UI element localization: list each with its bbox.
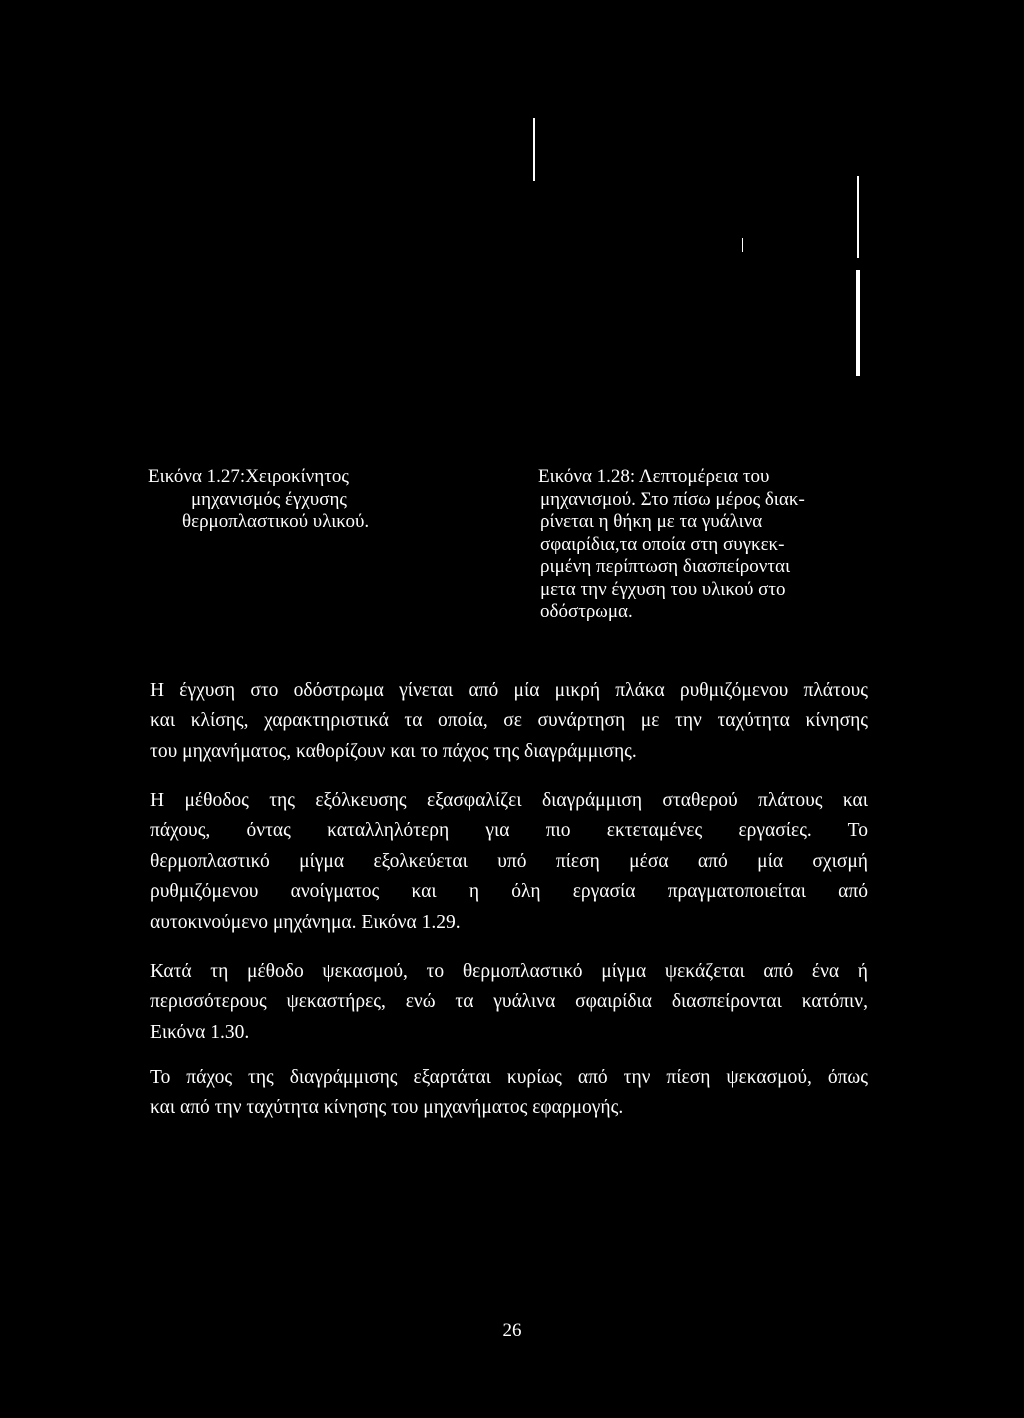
paragraph-line: θερμοπλαστικό μίγμα εξολκεύεται υπό πίεση μέσα από μία σχισμή — [150, 850, 868, 872]
body-paragraph — [150, 786, 868, 938]
paragraph-line: αυτοκινούμενο μηχάνημα. Εικόνα 1.29. — [150, 911, 461, 933]
paragraph-line: Το πάχος της διαγράμμισης εξαρτάται κυρίως από την πίεση ψεκασμού, όπως — [150, 1067, 868, 1088]
scan-artifact-mark — [856, 270, 860, 376]
paragraph-line: και από την ταχύτητα κίνησης του μηχανήματος εφαρμογής. — [150, 1097, 624, 1119]
scan-artifact-mark — [742, 238, 743, 252]
paragraph-line: και κλίσης, χαρακτηριστικά τα οποία, σε συνάρτηση με την ταχύτητα κίνησης — [150, 710, 868, 732]
paragraph-line: Εικόνα 1.30. — [150, 1021, 250, 1043]
paragraph-line: περισσότερους ψεκαστήρες, ενώ τα γυάλινα σφαιρίδια διασπείρονται κατόπιν, — [150, 991, 868, 1013]
caption-line: οδόστρωμα. — [540, 601, 633, 622]
scan-artifact-mark — [857, 176, 859, 258]
paragraph-line: ρυθμιζόμενου ανοίγματος και η όλη εργασία πραγματοποιείται από — [150, 881, 868, 903]
caption-line: Εικόνα 1.27:Χειροκίνητος — [148, 466, 349, 487]
caption-line: ριμένη περίπτωση διασπείρονται — [540, 556, 791, 577]
caption-line: μηχανισμού. Στο πίσω μέρος διακ- — [540, 488, 805, 510]
caption-line: θερμοπλαστικού υλικού. — [182, 511, 370, 532]
figure-caption-1-27 — [148, 466, 369, 534]
body-paragraph — [150, 957, 868, 1048]
body-paragraph — [150, 1063, 868, 1124]
paragraph-line: Η μέθοδος της εξόλκευσης εξασφαλίζει διαγράμμιση σταθερού πλάτους και — [150, 790, 868, 811]
paragraph-line: του μηχανήματος, καθορίζουν και το πάχος της διαγράμμισης. — [150, 740, 637, 762]
paragraph-line: Κατά τη μέθοδο ψεκασμού, το θερμοπλαστικό μίγμα ψεκάζεται από ένα ή — [150, 961, 868, 982]
caption-line: Εικόνα 1.28: Λεπτομέρεια του — [538, 466, 770, 487]
body-paragraph — [150, 676, 868, 767]
page-number: 26 — [502, 1320, 522, 1341]
scan-artifact-mark — [533, 118, 535, 181]
paragraph-line: πάχους, όντας καταλληλότερη για πιο εκτεταμένες εργασίες. Το — [150, 820, 868, 842]
caption-line: μετα την έγχυση του υλικού στο — [540, 578, 786, 600]
figure-caption-1-28 — [538, 466, 805, 624]
caption-line: σφαιρίδια,τα οποία στη συγκεκ- — [540, 533, 785, 555]
caption-line: μηχανισμός έγχυσης — [191, 488, 347, 510]
paragraph-line: Η έγχυση στο οδόστρωμα γίνεται από μία μικρή πλάκα ρυθμιζόμενου πλάτους — [150, 680, 868, 701]
caption-line: ρίνεται η θήκη με τα γυάλινα — [540, 511, 763, 532]
